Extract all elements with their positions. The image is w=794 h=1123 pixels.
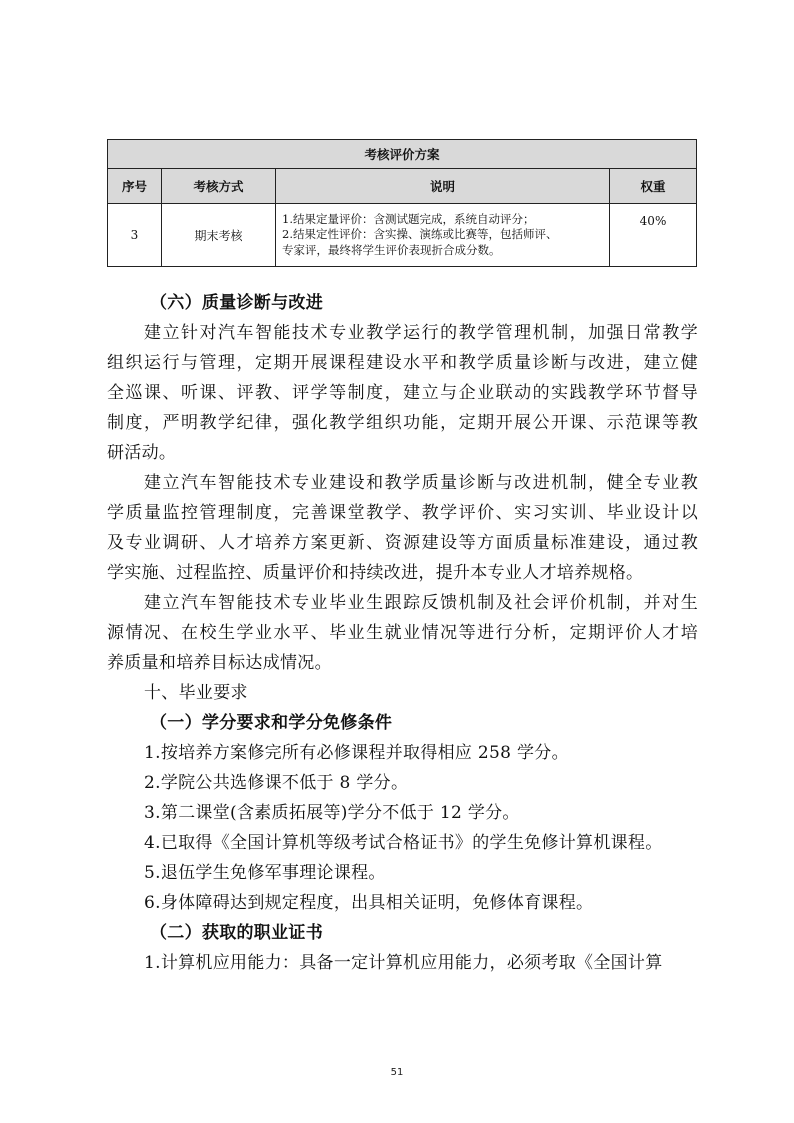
- paragraph-line: 研活动。: [107, 443, 177, 463]
- paragraph-line: 建立汽车智能技术专业建设和教学质量诊断与改进机制，健全专业教: [144, 473, 698, 493]
- paragraph-line: 建立汽车智能技术专业毕业生跟踪反馈机制及社会评价机制，并对生: [144, 593, 698, 613]
- column-header-desc: 说明: [276, 169, 610, 204]
- list-item: 1.计算机应用能力：具备一定计算机应用能力，必须考取《全国计算: [144, 953, 663, 973]
- table-header-row: [108, 169, 697, 204]
- cell-no: 3: [108, 204, 162, 267]
- table-row: [108, 204, 697, 267]
- assessment-table: [107, 139, 697, 267]
- list-item: 2.学院公共选修课不低于 8 学分。: [144, 773, 409, 793]
- desc-line: 1.结果定量评价：含测试题完成，系统自动评分；: [282, 211, 535, 226]
- paragraph-line: 养质量和培养目标达成情况。: [107, 653, 332, 673]
- desc-line: 专家评，最终将学生评价表现折合成分数。: [282, 242, 501, 257]
- cell-method: 期末考核: [162, 204, 276, 267]
- paragraph-line: 学实施、过程监控、质量评价和持续改进，提升本专业人才培养规格。: [107, 563, 644, 583]
- subsection-heading-certificates: （二）获取的职业证书: [150, 923, 323, 943]
- paragraph-line: 及专业调研、人才培养方案更新、资源建设等方面质量标准建设，通过教: [107, 533, 698, 553]
- list-item: 1.按培养方案修完所有必修课程并取得相应 258 学分。: [144, 743, 569, 763]
- table-title: 考核评价方案: [108, 140, 697, 169]
- section-heading-quality: （六）质量诊断与改进: [150, 293, 323, 313]
- desc-line: 2.结果定性评价：含实操、演练或比赛等，包括师评、: [282, 227, 558, 242]
- cell-weight: 40%: [610, 204, 697, 267]
- subsection-heading-credits: （一）学分要求和学分免修条件: [150, 713, 393, 733]
- table-title-row: [108, 140, 697, 169]
- section-heading-graduation: 十、毕业要求: [144, 683, 248, 703]
- list-item: 6.身体障碍达到规定程度，出具相关证明，免修体育课程。: [144, 893, 594, 913]
- list-item: 4.已取得《全国计算机等级考试合格证书》的学生免修计算机课程。: [144, 833, 663, 853]
- list-item: 5.退伍学生免修军事理论课程。: [144, 863, 386, 883]
- paragraph-line: 建立针对汽车智能技术专业教学运行的教学管理机制，加强日常教学: [144, 323, 698, 343]
- paragraph-line: 组织运行与管理，定期开展课程建设水平和教学质量诊断与改进，建立健: [107, 353, 698, 373]
- paragraph-line: 源情况、在校生学业水平、毕业生就业情况等进行分析，定期评价人才培: [107, 623, 698, 643]
- cell-desc: [276, 204, 610, 267]
- column-header-no: 序号: [108, 169, 162, 204]
- column-header-weight: 权重: [610, 169, 697, 204]
- page-number: 51: [390, 1067, 404, 1078]
- paragraph-line: 全巡课、听课、评教、评学等制度，建立与企业联动的实践教学环节督导: [107, 383, 698, 403]
- paragraph-line: 制度，严明教学纪律，强化教学组织功能，定期开展公开课、示范课等教: [107, 413, 698, 433]
- list-item: 3.第二课堂(含素质拓展等)学分不低于 12 学分。: [144, 803, 520, 823]
- paragraph-line: 学质量监控管理制度，完善课堂教学、教学评价、实习实训、毕业设计以: [107, 503, 698, 523]
- column-header-method: 考核方式: [162, 169, 276, 204]
- page-content: [107, 288, 698, 978]
